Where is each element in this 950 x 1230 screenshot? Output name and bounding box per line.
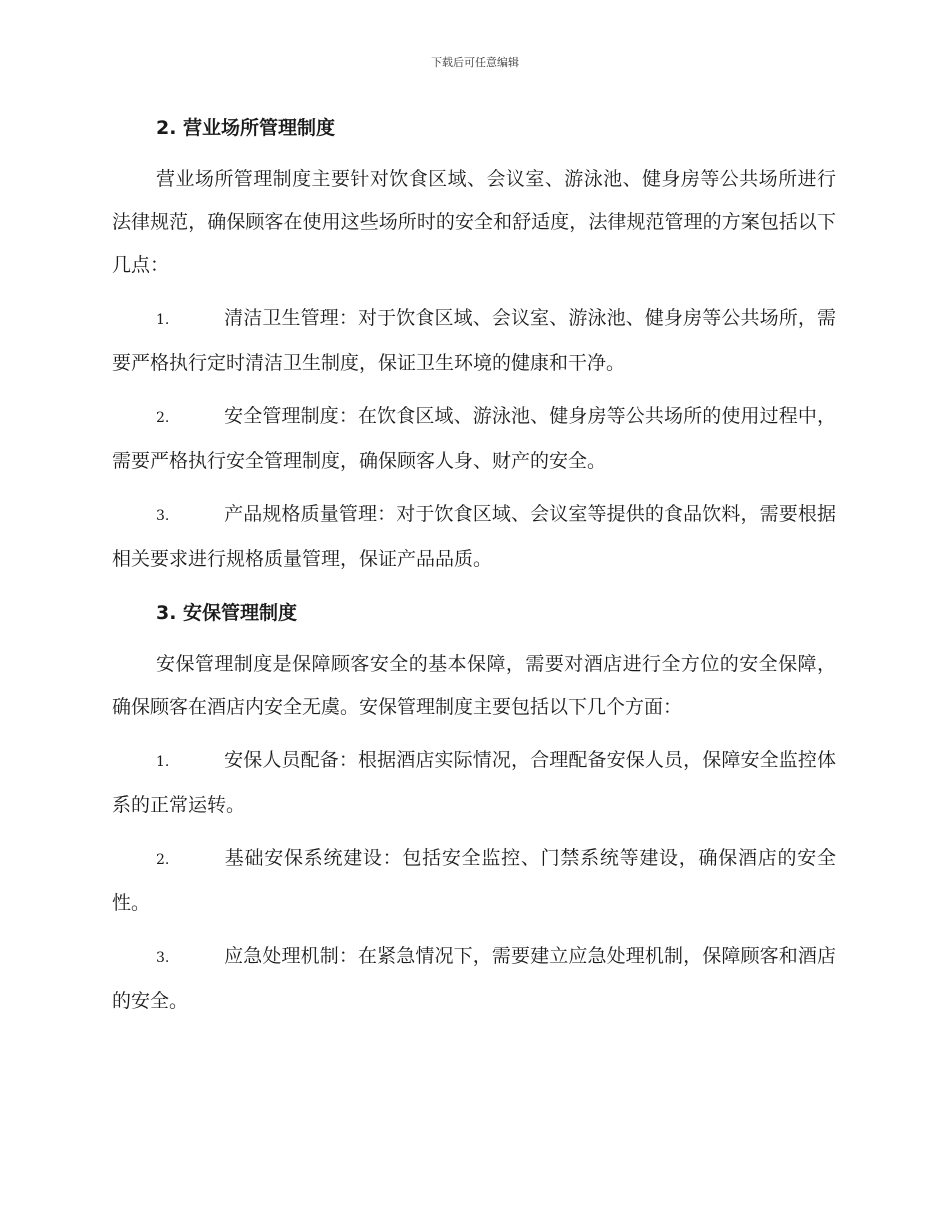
list-number: 3. — [156, 950, 170, 966]
section-security — [112, 593, 836, 1023]
list-number: 3. — [156, 508, 170, 524]
list-item — [112, 739, 836, 827]
section-title: 3. 安保管理制度 — [156, 602, 298, 624]
list-item — [112, 297, 836, 385]
list-number: 2. — [156, 410, 170, 426]
list-item — [112, 935, 836, 1023]
section-intro: 安保管理制度是保障顾客安全的基本保障，需要对酒店进行全方位的安全保障，确保顾客在酒店内安全无虞。安保管理制度主要包括以下几个方面： — [112, 653, 836, 718]
list-text: 安全管理制度：在饮食区域、游泳池、健身房等公共场所的使用过程中，需要严格执行安全管理制度，确保顾客人身、财产的安全。 — [112, 405, 836, 472]
list-text: 产品规格质量管理：对于饮食区域、会议室等提供的食品饮料，需要根据相关要求进行规格质量管理，保证产品品质。 — [112, 503, 836, 570]
section-intro: 营业场所管理制度主要针对饮食区域、会议室、游泳池、健身房等公共场所进行法律规范，确保顾客在使用这些场所时的安全和舒适度，法律规范管理的方案包括以下几点： — [112, 168, 836, 276]
list-number: 2. — [156, 852, 170, 868]
list-item — [112, 837, 836, 925]
header-note: 下载后可任意编辑 — [431, 56, 519, 69]
section-title: 2. 营业场所管理制度 — [156, 117, 336, 139]
list-number: 1. — [156, 312, 170, 328]
list-item — [112, 493, 836, 581]
list-text: 安保人员配备：根据酒店实际情况，合理配备安保人员，保障安全监控体系的正常运转。 — [112, 749, 836, 816]
list-text: 基础安保系统建设：包括安全监控、门禁系统等建设，确保酒店的安全性。 — [112, 847, 836, 914]
list-number: 1. — [156, 754, 170, 770]
document-body — [112, 108, 836, 1033]
list-text: 清洁卫生管理：对于饮食区域、会议室、游泳池、健身房等公共场所，需要严格执行定时清洁卫生制度，保证卫生环境的健康和干净。 — [112, 307, 836, 374]
list-item — [112, 395, 836, 483]
section-business-premises — [112, 108, 836, 581]
list-text: 应急处理机制：在紧急情况下，需要建立应急处理机制，保障顾客和酒店的安全。 — [112, 945, 836, 1012]
